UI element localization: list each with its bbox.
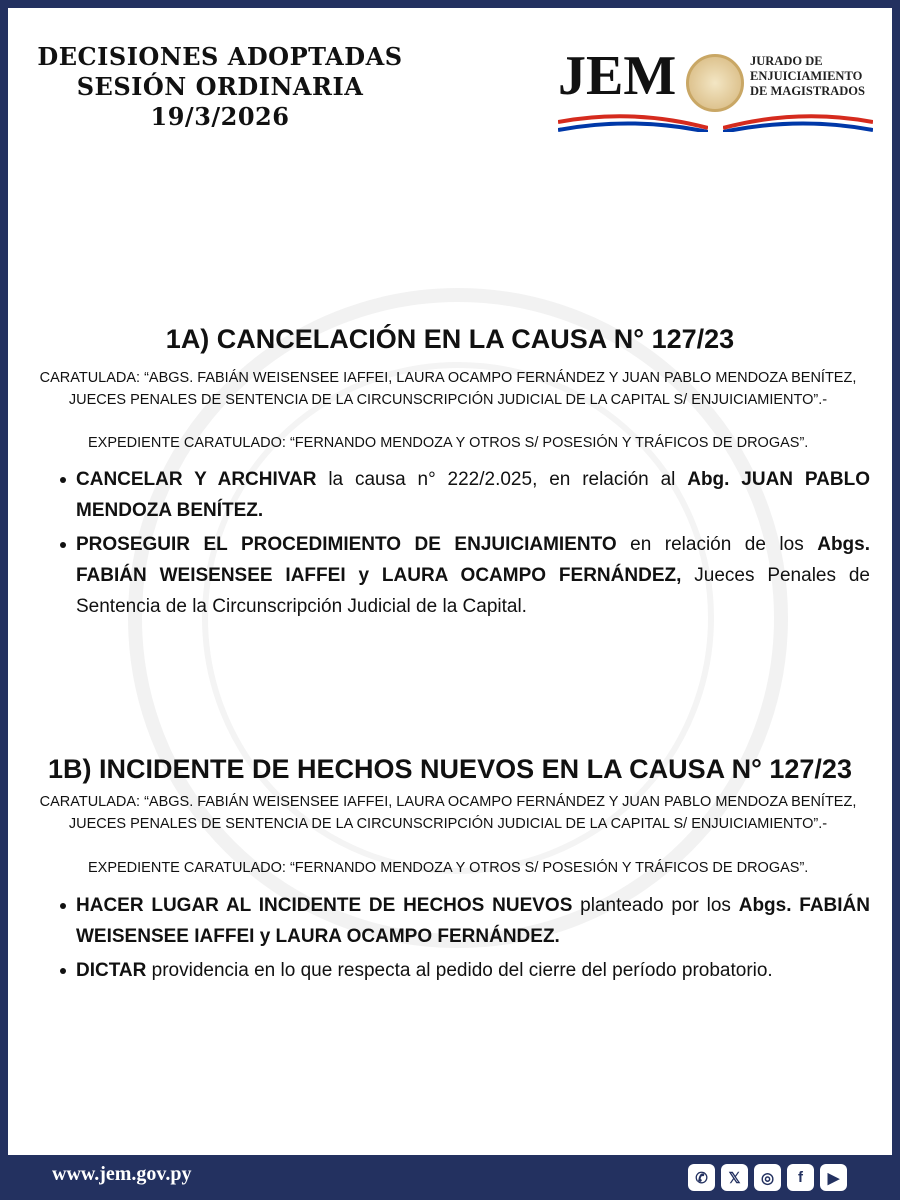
section-1b-expediente: EXPEDIENTE CARATULADO: “FERNANDO MENDOZA Y OTROS S/ POSESIÓN Y TRÁFICOS DE DROGAS”. bbox=[88, 860, 809, 876]
whatsapp-icon[interactable]: ✆ bbox=[688, 1164, 715, 1191]
flag-ribbon-right bbox=[723, 114, 873, 132]
section-1a-title: 1A) CANCELACIÓN EN LA CAUSA N° 127/23 bbox=[165, 324, 735, 354]
justice-seal-icon bbox=[686, 54, 744, 112]
instagram-icon[interactable]: ◎ bbox=[754, 1164, 781, 1191]
section-1b-caratulada: CARATULADA: “ABGS. FABIÁN WEISENSEE IAFFEI, LAURA OCAMPO FERNÁNDEZ Y JUAN PABLO MENDOZA BENÍTEZ, JUECES PENALES DE SENTENCIA DE LA CIRCUNSCRIPCIÓN JUDICIAL DE LA CAPITAL S/ ENJUICIAMIENTO”.- bbox=[39, 794, 857, 832]
logo-org-name bbox=[750, 54, 865, 99]
x-icon[interactable]: 𝕏 bbox=[721, 1164, 748, 1191]
jem-logo bbox=[558, 46, 878, 141]
social-links bbox=[688, 1164, 847, 1191]
decision-item: PROSEGUIR EL PROCEDIMIENTO DE ENJUICIAMIENTO en relación de los Abgs. FABIÁN WEISENSEE IAFFEI y LAURA OCAMPO FERNÁNDEZ, Jueces Penales de Sentencia de la Circunscripción Judicial de la Capital. bbox=[60, 529, 870, 622]
logo-acronym: JEM bbox=[558, 45, 677, 107]
title-line: DECISIONES ADOPTADAS bbox=[37, 42, 403, 71]
decision-item: DICTAR providencia en lo que respecta al pedido del cierre del período probatorio. bbox=[60, 955, 870, 986]
website-link[interactable]: www.jem.gov.py bbox=[52, 1163, 192, 1185]
org-line: JURADO DE bbox=[750, 54, 823, 68]
decision-item: CANCELAR Y ARCHIVAR la causa n° 222/2.025, en relación al Abg. JUAN PABLO MENDOZA BENÍTEZ. bbox=[60, 464, 870, 526]
facebook-icon[interactable]: f bbox=[787, 1164, 814, 1191]
youtube-icon[interactable]: ▶ bbox=[820, 1164, 847, 1191]
title-line: SESIÓN ORDINARIA bbox=[76, 72, 364, 101]
document-title bbox=[30, 42, 410, 132]
org-line: DE MAGISTRADOS bbox=[750, 84, 865, 98]
section-1b-title: 1B) INCIDENTE DE HECHOS NUEVOS EN LA CAUSA N° 127/23 bbox=[48, 754, 852, 784]
decision-item: HACER LUGAR AL INCIDENTE DE HECHOS NUEVOS planteado por los Abgs. FABIÁN WEISENSEE IAFFEI y LAURA OCAMPO FERNÁNDEZ. bbox=[60, 890, 870, 952]
org-line: ENJUICIAMIENTO bbox=[750, 69, 863, 83]
section-1b-decisions bbox=[60, 890, 870, 989]
section-1a-caratulada: CARATULADA: “ABGS. FABIÁN WEISENSEE IAFFEI, LAURA OCAMPO FERNÁNDEZ Y JUAN PABLO MENDOZA BENÍTEZ, JUECES PENALES DE SENTENCIA DE LA CIRCUNSCRIPCIÓN JUDICIAL DE LA CAPITAL S/ ENJUICIAMIENTO”.- bbox=[39, 370, 857, 408]
title-date: 19/3/2026 bbox=[150, 102, 290, 131]
section-1a-decisions bbox=[60, 464, 870, 625]
flag-ribbon-left bbox=[558, 114, 708, 132]
section-1a-expediente: EXPEDIENTE CARATULADO: “FERNANDO MENDOZA Y OTROS S/ POSESIÓN Y TRÁFICOS DE DROGAS”. bbox=[88, 435, 809, 451]
document-page bbox=[8, 8, 892, 1155]
